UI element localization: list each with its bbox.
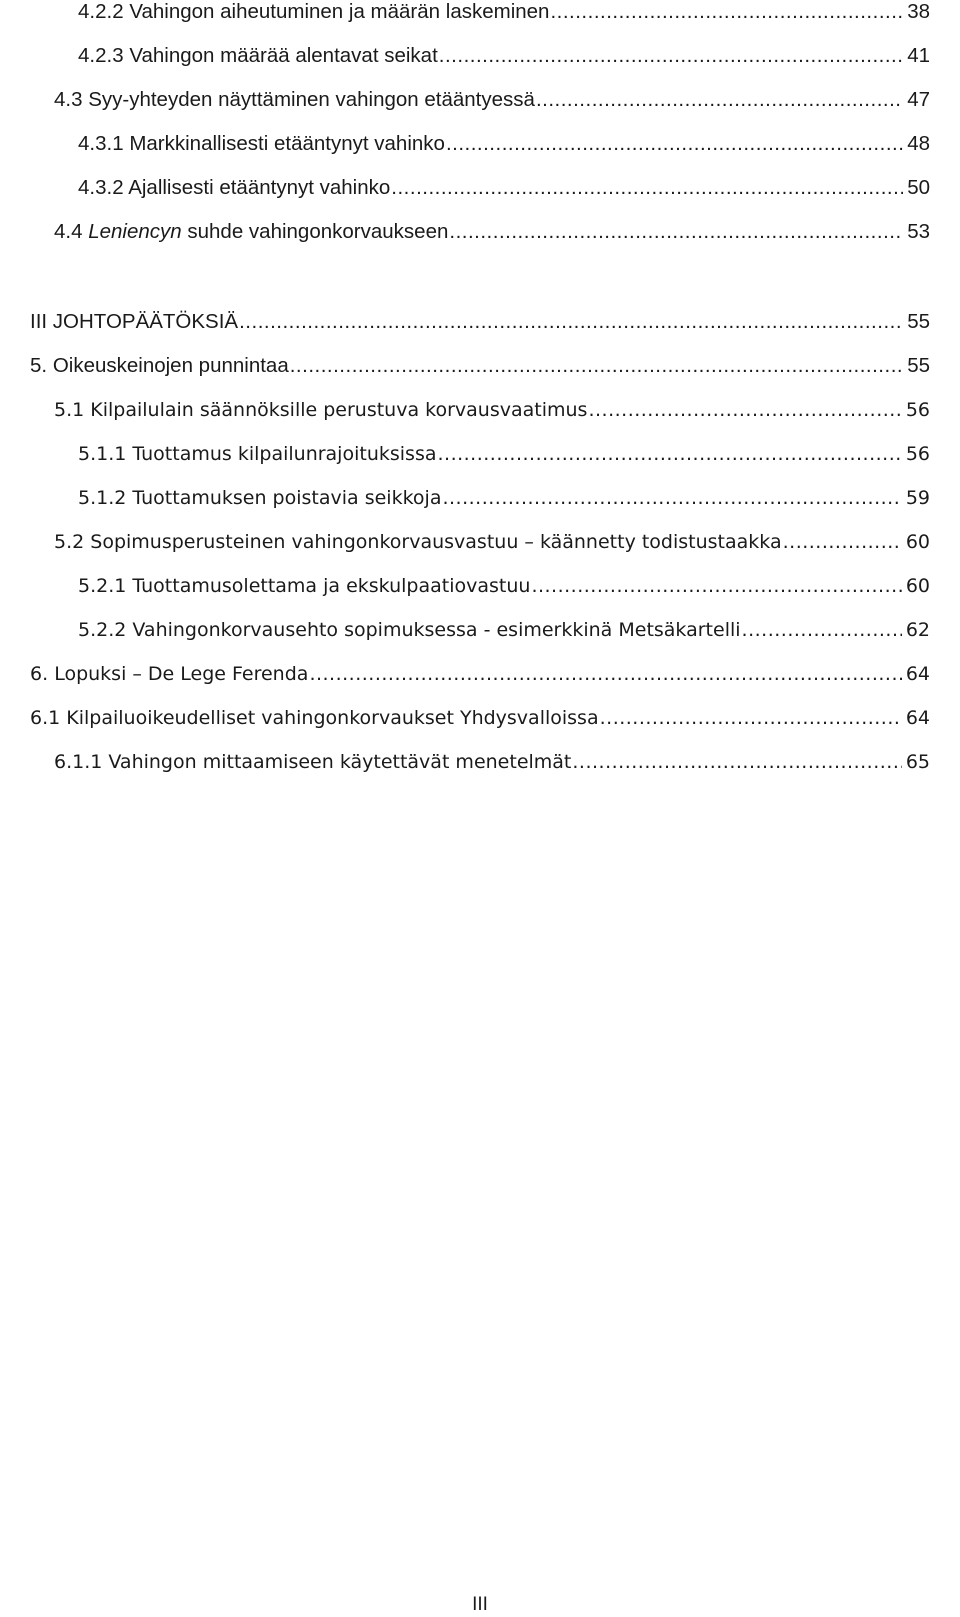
toc-entry-title: Ajallisesti etääntynyt vahinko [128,176,391,199]
toc-entry-4-3[interactable] [54,85,930,115]
toc-entry-number: 4.2.2 [78,0,124,23]
toc-entry-4-4[interactable] [54,217,930,247]
toc-entry-6[interactable] [30,659,930,689]
toc-entry-number: 4.4 [54,220,83,243]
toc-entry-4-2-2[interactable] [78,0,930,27]
toc-entry-number: 4.3.2 [78,176,124,199]
toc-entry-title: Tuottamusolettama ja ekskulpaatiovastuu [132,575,531,597]
toc-entry-page: 56 [905,399,930,421]
toc-entry-title: Syy-yhteyden näyttäminen vahingon etääntyessä [88,88,535,111]
toc-entry-title-italic: Leniencyn [88,220,182,243]
toc-dot-leader [536,85,903,115]
toc-entry-title: Markkinallisesti etääntynyt vahinko [129,132,445,155]
toc-dot-leader [442,483,901,513]
toc-entry-page: 60 [905,575,930,597]
toc-entry-page: 41 [907,44,930,67]
toc-entry-number: 5. [30,354,48,377]
toc-entry-page: 64 [905,663,930,685]
toc-entry-page: 60 [905,531,930,553]
toc-dot-leader [239,307,903,337]
toc-entry-5-2[interactable] [54,527,930,557]
toc-entry-title: Lopuksi – De Lege Ferenda [54,663,309,685]
toc-entry-5[interactable] [30,351,930,381]
toc-dot-leader [572,747,901,777]
toc-entry-page: 50 [907,176,930,199]
toc-entry-6-1[interactable] [30,703,930,733]
toc-entry-number: 4.2.3 [78,44,124,67]
toc-entry-number: 6.1.1 [54,751,103,773]
toc-entry-4-2-3[interactable] [78,41,930,71]
toc-entry-page: 53 [907,220,930,243]
toc-entry-number: 5.1 [54,399,85,421]
toc-entry-number: 5.1.1 [78,443,127,465]
toc-entry-5-1-1[interactable] [78,439,930,469]
toc-dot-leader [290,351,903,381]
toc-entry-page: 56 [905,443,930,465]
toc-entry-page: 64 [905,707,930,729]
toc-entry-number: 5.2.2 [78,619,127,641]
toc-entry-part-iii[interactable] [30,307,930,337]
toc-dot-leader [600,703,902,733]
toc-entry-page: 38 [907,0,930,23]
toc-dot-leader [437,439,901,469]
toc-entry-title: Vahingon mittaamiseen käytettävät menetelmät [108,751,572,773]
toc-entry-page: 62 [905,619,930,641]
toc-dot-leader [449,217,903,247]
toc-dot-leader [588,395,901,425]
toc-entry-title: Vahingon määrää alentavat seikat [129,44,438,67]
toc-entry-page: 65 [905,751,930,773]
toc-dot-leader [439,41,903,71]
toc-entry-title: Kilpailuoikeudelliset vahingonkorvaukset Yhdysvalloissa [66,707,599,729]
toc-entry-title: suhde vahingonkorvaukseen [187,220,449,243]
toc-entry-title: Tuottamus kilpailunrajoituksissa [132,443,437,465]
toc-entry-page: 55 [907,354,930,377]
toc-entry-title: Tuottamuksen poistavia seikkoja [132,487,442,509]
toc-entry-number: 5.2 [54,531,85,553]
toc-entry-5-1[interactable] [54,395,930,425]
toc-entry-page: 55 [907,310,930,333]
toc-entry-6-1-1[interactable] [54,747,930,777]
toc-dot-leader [391,173,903,203]
toc-entry-number: 4.3.1 [78,132,124,155]
toc-entry-number: 6. [30,663,49,685]
toc-entry-number: 5.1.2 [78,487,127,509]
toc-dot-leader [446,129,903,159]
toc-entry-title: JOHTOPÄÄTÖKSIÄ [52,310,239,333]
toc-entry-number: 4.3 [54,88,83,111]
toc-entry-title: Vahingonkorvausehto sopimuksessa - esimerkkinä Metsäkartelli [132,619,741,641]
toc-entry-5-1-2[interactable] [78,483,930,513]
toc-entry-title: Kilpailulain säännöksille perustuva korvausvaatimus [90,399,588,421]
toc-entry-page: 47 [907,88,930,111]
toc-dot-leader [783,527,902,557]
page-number: III [472,1594,488,1615]
toc-entry-4-3-1[interactable] [78,129,930,159]
toc-entry-page: 48 [907,132,930,155]
toc-entry-title: Sopimusperusteinen vahingonkorvausvastuu – käännetty todistustaakka [90,531,782,553]
toc-dot-leader [531,571,901,601]
toc-entry-number: 5.2.1 [78,575,127,597]
toc-entry-5-2-1[interactable] [78,571,930,601]
toc-dot-leader [550,0,903,27]
toc-entry-number: 6.1 [30,707,61,729]
toc-entry-number: III [30,310,48,333]
toc-dot-leader [742,615,902,645]
toc-entry-5-2-2[interactable] [78,615,930,645]
toc-dot-leader [309,659,901,689]
toc-entry-title: Oikeuskeinojen punnintaa [52,354,289,377]
toc-entry-4-3-2[interactable] [78,173,930,203]
toc-entry-page: 59 [905,487,930,509]
toc-entry-title: Vahingon aiheutuminen ja määrän laskeminen [129,0,550,23]
